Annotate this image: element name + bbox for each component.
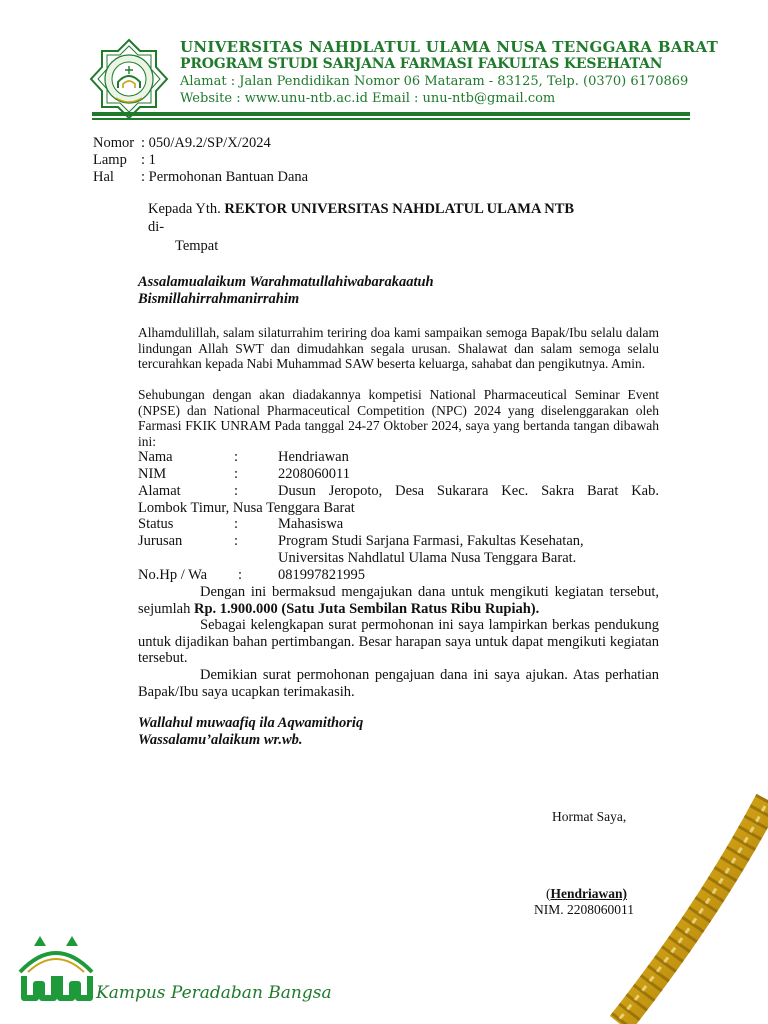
nim-label: NIM — [138, 466, 167, 482]
status-value: Mahasiswa — [278, 516, 344, 532]
greeting-salam: Assalamualaikum Warahmatullahiwabarakaatuh — [138, 274, 434, 290]
greeting-basmalah: Bismillahirrahmanirrahim — [138, 291, 300, 307]
alamat-value-cont: Lombok Timur, Nusa Tenggara Barat — [138, 500, 355, 516]
closing-greeting-1: Wallahul muwaafiq ila Aqwamithoriq — [138, 715, 364, 731]
footer-logo-icon — [14, 932, 98, 1004]
context-paragraph: Sehubungan dengan akan diadakannya kompetisi National Pharmaceutical Seminar Event (NPSE) dan National Pharmaceutical Competition (NPC) 2024 yang diselenggarakan oleh Farmasi FKIK UNRAM Pada tanggal 24-27 Oktober 2024, saya yang bertanda tangan dibawah ini: — [138, 387, 659, 449]
colon: : — [238, 567, 243, 583]
recipient-prefix: Kepada Yth. — [148, 201, 225, 217]
letterhead — [0, 0, 768, 125]
colon: : — [234, 466, 239, 482]
alamat-label: Alamat — [138, 483, 181, 499]
university-logo-icon — [88, 38, 170, 120]
address-line: Alamat : Jalan Pendidikan Nomor 06 Mataram - 83125, Telp. (0370) 6170869 — [180, 74, 689, 89]
letterhead-divider-thin — [92, 118, 690, 120]
colon: : — [234, 533, 239, 549]
letterhead-text — [180, 38, 719, 107]
signature-salutation: Hormat Saya, — [552, 809, 627, 824]
request-paragraph — [138, 584, 659, 617]
hal-label: Hal — [93, 169, 114, 185]
jurusan-value-cont: Universitas Nahdlatul Ulama Nusa Tenggara Barat. — [278, 550, 577, 566]
status-label: Status — [138, 516, 174, 532]
website-email-line: Website : www.unu-ntb.ac.id Email : unu-ntb@gmail.com — [180, 91, 556, 106]
nama-label: Nama — [138, 449, 173, 465]
hp-label: No.Hp / Wa — [138, 567, 208, 583]
nama-value: Hendriawan — [278, 449, 349, 465]
colon: : — [234, 449, 239, 465]
closing-text: Demikian surat permohonan pengajuan dana ini saya ajukan. Atas perhatian Bapak/Ibu saya ucapkan terimakasih. — [138, 667, 659, 700]
hp-value: 081997821995 — [278, 567, 365, 583]
recipient-name: REKTOR UNIVERSITAS NAHDLATUL ULAMA NTB — [224, 201, 575, 217]
alamat-value: Dusun Jeropoto, Desa Sukarara Kec. Sakra Barat Kab. — [278, 483, 659, 499]
closing-paragraph — [138, 667, 659, 700]
lamp-label: Lamp — [93, 152, 127, 168]
nomor-value: : 050/A9.2/SP/X/2024 — [141, 135, 271, 151]
letterhead-divider — [92, 112, 690, 116]
request-amount: Rp. 1.900.000 (Satu Juta Sembilan Ratus Ribu Rupiah). — [193, 600, 540, 617]
university-name: UNIVERSITAS NAHDLATUL ULAMA NUSA TENGGARA BARAT — [180, 38, 719, 56]
nim-value: 2208060011 — [278, 466, 350, 482]
attachment-text: Sebagai kelengkapan surat permohonan ini saya lampirkan berkas pendukung untuk dijadikan bahan pertimbangan. Besar harapan saya untuk dapat mengikuti kegiatan tersebut. — [138, 617, 659, 666]
signature-open-paren: ( — [546, 886, 551, 901]
hal-value: : Permohonan Bantuan Dana — [141, 169, 309, 185]
signature-name: Hendriawan) — [550, 886, 628, 901]
attachment-paragraph — [138, 617, 659, 667]
program-name: PROGRAM STUDI SARJANA FARMASI FAKULTAS KESEHATAN — [180, 56, 663, 72]
nomor-label: Nomor — [93, 135, 135, 151]
colon: : — [234, 516, 239, 532]
colon: : — [234, 483, 239, 499]
opening-paragraph: Alhamdulillah, salam silaturrahim teriring doa kami sampaikan semoga Bapak/Ibu selalu dalam lindungan Allah SWT dan dimudahkan segala urusan. Shalawat dan salam semoga selalu tercurahkan kepada Nabi Muhammad SAW beserta keluarga, sahabat dan pengikutnya. Amin. — [138, 325, 659, 371]
recipient-di: di- — [148, 219, 165, 235]
lamp-value: : 1 — [141, 152, 156, 168]
signature-name-line — [546, 886, 627, 903]
request-text: Dengan ini bermaksud mengajukan dana untuk mengikuti kegiatan tersebut, sejumlah — [138, 584, 659, 617]
recipient-place: Tempat — [175, 238, 219, 254]
recipient-line — [148, 201, 574, 218]
closing-greeting-2: Wassalamu’alaikum wr.wb. — [138, 732, 303, 748]
signature-nim: NIM. 2208060011 — [534, 902, 634, 917]
footer-tagline: Kampus Peradaban Bangsa — [96, 983, 332, 1003]
jurusan-value: Program Studi Sarjana Farmasi, Fakultas Kesehatan, — [278, 533, 584, 549]
jurusan-label: Jurusan — [138, 533, 183, 549]
